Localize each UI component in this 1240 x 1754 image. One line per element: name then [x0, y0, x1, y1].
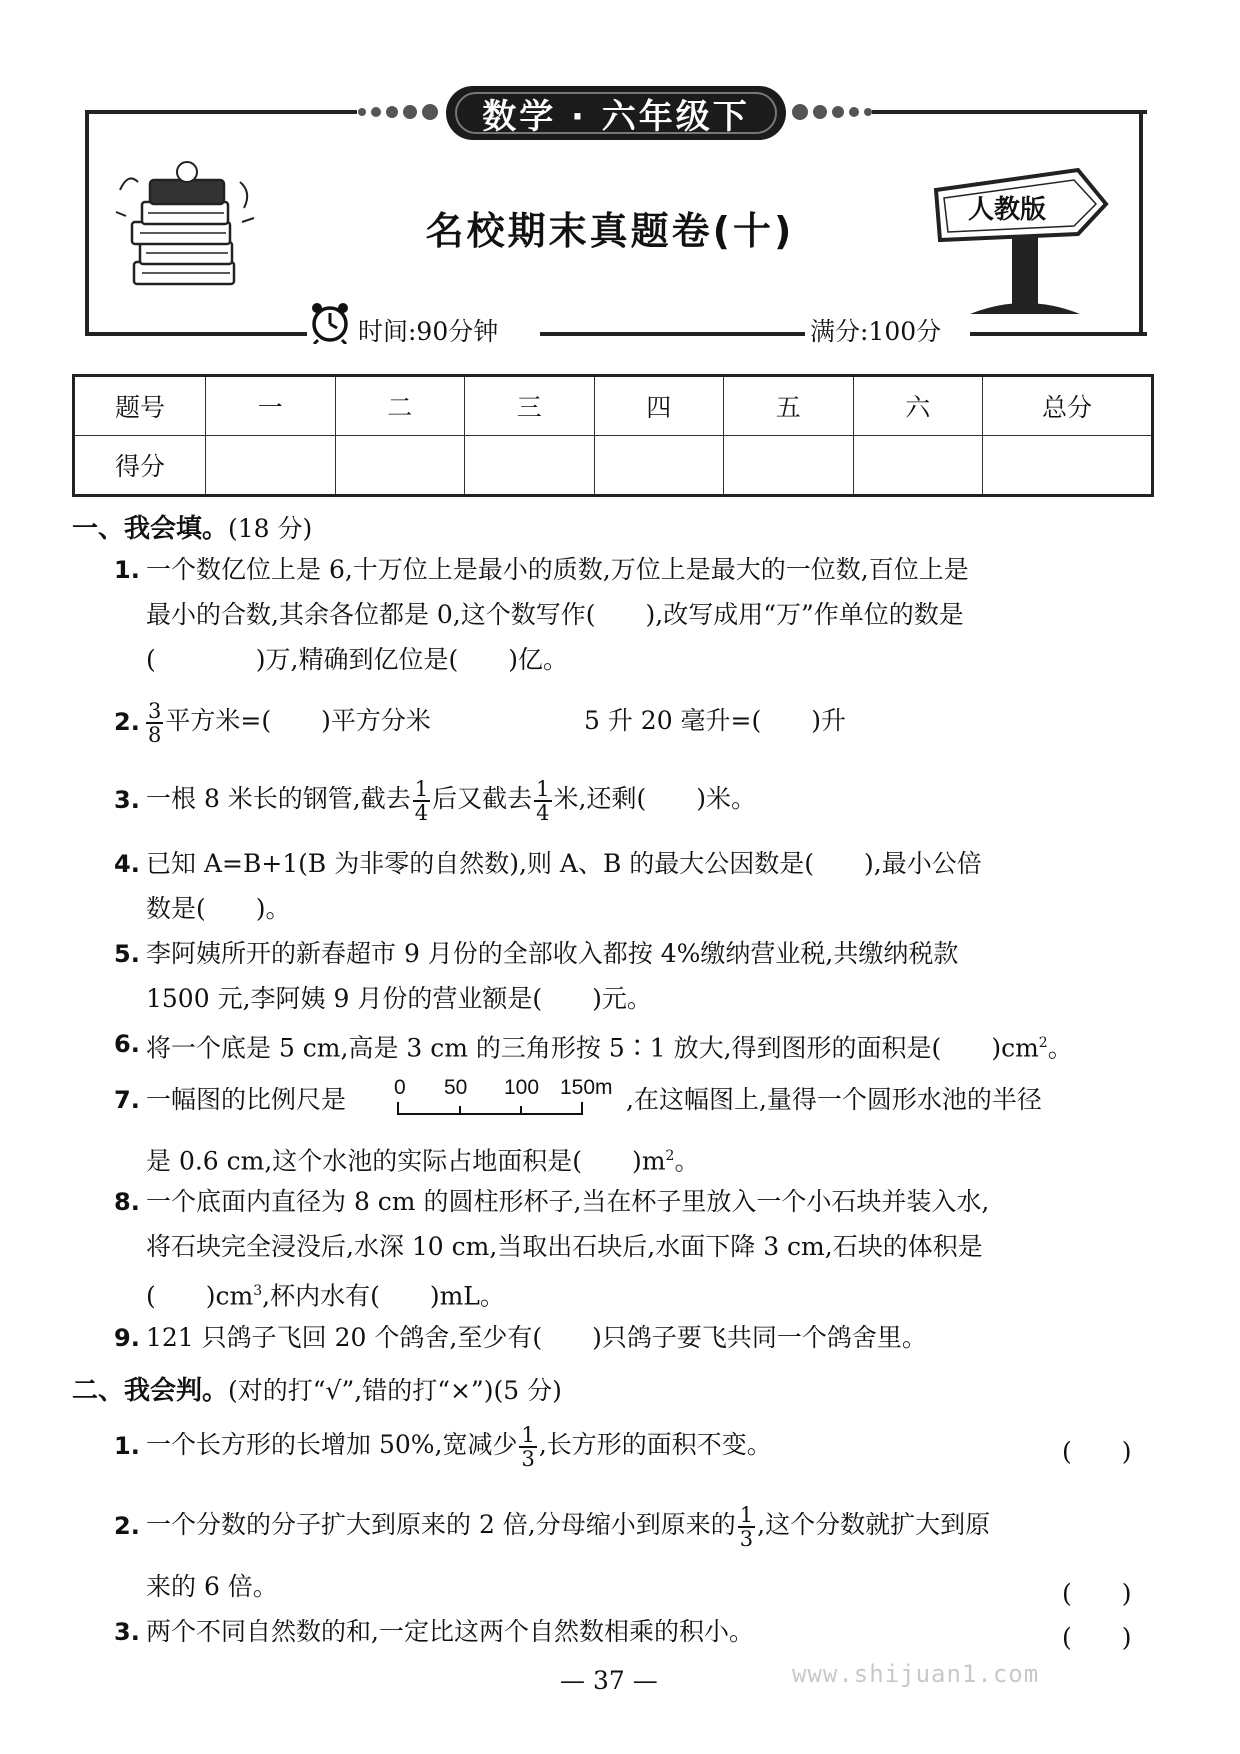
question-text: 两个不同自然数的和,一定比这两个自然数相乘的积小。 [146, 1617, 754, 1646]
scale-label: 150m [560, 1076, 613, 1099]
answer-parentheses[interactable]: ( ) [1062, 1437, 1132, 1466]
question-text: 来的 6 倍。 [146, 1572, 278, 1601]
banner-text: 数学 · 六年级下 [482, 96, 750, 137]
watermark: www.shijuan1.com [792, 1660, 1040, 1688]
scale-label: 0 [394, 1076, 406, 1099]
scale-label: 100 [504, 1076, 540, 1099]
question-text: 一个长方形的长增加 50%,宽减少 $\frac{1}{3}$ ,长方形的面积不变。 [146, 1422, 772, 1471]
table-row [74, 436, 1153, 496]
score-input-cell[interactable] [206, 436, 336, 496]
question-number: 1. [114, 556, 140, 584]
question-text: 1500 元,李阿姨 9 月份的营业额是( )元。 [146, 984, 652, 1013]
frame-line [872, 110, 1147, 114]
subject-banner [446, 86, 786, 140]
question-text: 数是( )。 [146, 894, 291, 923]
question-text: 一个数亿位上是 6,十万位上是最小的质数,万位上是最大的一位数,百位上是 [146, 555, 969, 584]
question-text: $\frac{3}{8}$ 平方米=( )平方分米 [148, 698, 431, 747]
table-cell: 总分 [983, 376, 1153, 436]
score-table [72, 374, 1154, 497]
score-input-cell[interactable] [853, 436, 983, 496]
question-text: 一幅图的比例尺是 [146, 1085, 347, 1114]
question-text: 121 只鸽子飞回 20 个鸽舍,至少有( )只鸽子要飞共同一个鸽舍里。 [146, 1323, 927, 1352]
answer-parentheses[interactable]: ( ) [1062, 1579, 1132, 1608]
question-text: 一个底面内直径为 8 cm 的圆柱形杯子,当在杯子里放入一个小石块并装入水, [146, 1187, 990, 1216]
score-input-cell[interactable] [465, 436, 595, 496]
fraction: $\frac{1}{3}$ [739, 1502, 754, 1551]
question-number: 2. [114, 1512, 140, 1540]
full-score: 满分:100分 [810, 317, 942, 346]
frame-line [540, 332, 805, 336]
fraction: $\frac{1}{4}$ [414, 776, 429, 825]
question-number: 9. [114, 1324, 140, 1352]
clock-icon [308, 300, 352, 344]
exam-time: 时间:90分钟 [358, 317, 499, 346]
question-text: 是 0.6 cm,这个水池的实际占地面积是( )$m^2$。 [146, 1146, 700, 1176]
edition-signpost-icon [930, 164, 1110, 320]
question-text: ,在这幅图上,量得一个圆形水池的半径 [626, 1085, 1042, 1114]
frame-line [85, 110, 357, 114]
question-number: 1. [114, 1432, 140, 1460]
question-text: 5 升 20 毫升=( )升 [584, 706, 847, 735]
score-input-cell[interactable] [594, 436, 724, 496]
scale-bar [394, 1072, 624, 1118]
question-number: 4. [114, 850, 140, 878]
question-text: 已知 A=B+1(B 为非零的自然数),则 A、B 的最大公因数是( ),最小公倍 [146, 849, 982, 878]
question-text: 最小的合数,其余各位都是 0,这个数写作( ),改写成用“万”作单位的数是 [146, 600, 964, 629]
books-stack-icon [112, 152, 262, 292]
fraction: $\frac{3}{8}$ [148, 698, 162, 747]
score-input-cell[interactable] [983, 436, 1153, 496]
table-cell: 二 [335, 376, 465, 436]
frame-line [970, 332, 1147, 336]
fraction: $\frac{1}{4}$ [536, 776, 550, 825]
question-text: ( )$cm^3$,杯内水有( )mL。 [146, 1281, 505, 1311]
banner-dots-right [792, 104, 872, 120]
question-number: 3. [114, 786, 140, 814]
question-text: 李阿姨所开的新春超市 9 月份的全部收入都按 4%缴纳营业税,共缴纳税款 [146, 939, 959, 968]
question-number: 5. [114, 940, 140, 968]
question-text: 将石块完全浸没后,水深 10 cm,当取出石块后,水面下降 3 cm,石块的体积是 [146, 1232, 983, 1261]
section-2-heading: 二、我会判。(对的打“√”,错的打“×”)(5 分) [72, 1376, 562, 1406]
answer-parentheses[interactable]: ( ) [1062, 1623, 1132, 1652]
question-text: ( )万,精确到亿位是( )亿。 [146, 645, 568, 674]
table-cell: 三 [465, 376, 595, 436]
score-input-cell[interactable] [724, 436, 854, 496]
table-cell: 一 [206, 376, 336, 436]
table-cell: 六 [853, 376, 983, 436]
section-1-heading: 一、我会填。(18 分) [72, 514, 313, 544]
question-number: 7. [114, 1086, 140, 1114]
table-cell: 得分 [74, 436, 206, 496]
question-text: 一根 8 米长的钢管,截去 $\frac{1}{4}$ 后又截去 $\frac{1}{4}$ 米,还剩( )米。 [146, 776, 756, 825]
frame-line [85, 332, 307, 336]
table-cell: 题号 [74, 376, 206, 436]
question-text: 一个分数的分子扩大到原来的 2 倍,分母缩小到原来的 $\frac{1}{3}$ ,这个分数就扩大到原 [146, 1502, 991, 1551]
question-number: 6. [114, 1030, 140, 1058]
question-number: 8. [114, 1188, 140, 1216]
edition-text: 人教版 [968, 195, 1047, 225]
exam-title: 名校期末真题卷(十) [425, 209, 795, 253]
page-number: — 37 — [560, 1666, 658, 1695]
table-cell: 四 [594, 376, 724, 436]
question-number: 3. [114, 1618, 140, 1646]
table-cell: 五 [724, 376, 854, 436]
question-number: 2. [114, 708, 140, 736]
banner-dots-left [358, 104, 438, 120]
question-text: 将一个底是 5 cm,高是 3 cm 的三角形按 5∶1 放大,得到图形的面积是( )$cm^2$。 [146, 1033, 1073, 1063]
scale-label: 50 [444, 1076, 468, 1099]
score-input-cell[interactable] [335, 436, 465, 496]
fraction: $\frac{1}{3}$ [521, 1422, 535, 1471]
table-row [74, 376, 1153, 436]
